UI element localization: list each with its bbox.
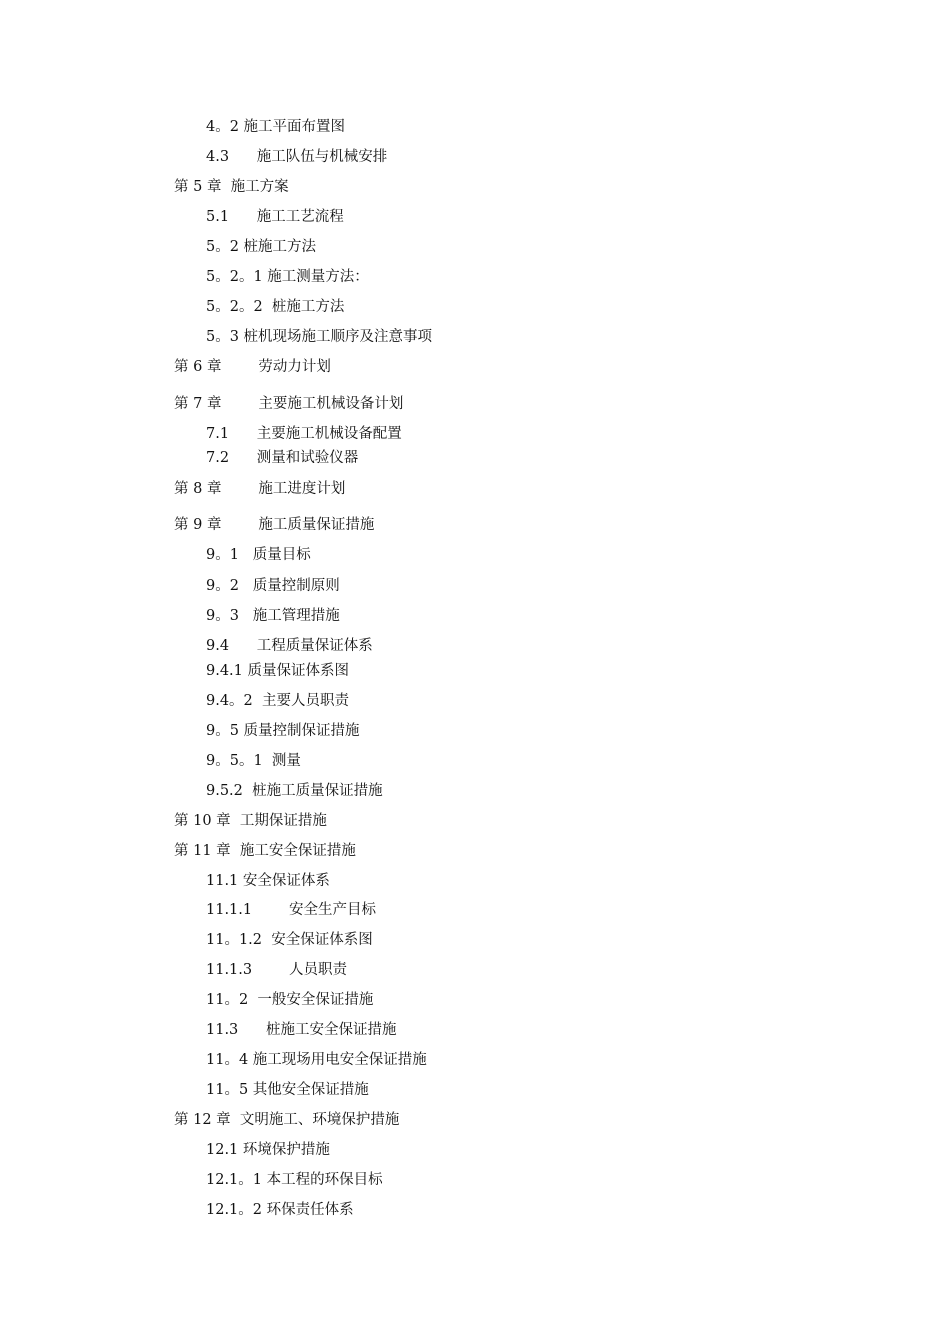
toc-entry: 9。5。1 测量	[206, 753, 301, 769]
toc-entry: 5.1 施工工艺流程	[206, 209, 344, 225]
toc-chapter: 第 8 章 施工进度计划	[174, 481, 346, 497]
toc-entry: 7.2 测量和试验仪器	[206, 450, 359, 466]
toc-entry: 9。1 质量目标	[206, 547, 311, 563]
toc-chapter: 第 6 章 劳动力计划	[174, 359, 331, 375]
toc-chapter: 第 9 章 施工质量保证措施	[174, 517, 375, 533]
toc-chapter: 第 11 章 施工安全保证措施	[174, 843, 356, 859]
toc-entry: 11。2 一般安全保证措施	[206, 992, 374, 1008]
toc-entry: 7.1 主要施工机械设备配置	[206, 426, 402, 442]
toc-entry: 11。1.2 安全保证体系图	[206, 932, 373, 948]
toc-entry: 9。2 质量控制原则	[206, 578, 340, 594]
toc-chapter: 第 7 章 主要施工机械设备计划	[174, 396, 404, 412]
toc-entry: 9.4 工程质量保证体系	[206, 638, 373, 654]
toc-entry: 4.3 施工队伍与机械安排	[206, 149, 388, 165]
toc-entry: 5。2。1 施工测量方法：	[206, 269, 369, 285]
toc-entry: 5。2 桩施工方法	[206, 239, 317, 255]
toc-chapter: 第 12 章 文明施工、环境保护措施	[174, 1112, 400, 1128]
toc-entry: 11.1 安全保证体系	[206, 873, 330, 889]
toc-entry: 11.1.3 人员职责	[206, 962, 347, 978]
toc-entry: 12.1 环境保护措施	[206, 1142, 330, 1158]
toc-entry: 11.3 桩施工安全保证措施	[206, 1022, 397, 1038]
toc-entry: 11。5 其他安全保证措施	[206, 1082, 369, 1098]
toc-entry: 9.5.2 桩施工质量保证措施	[206, 783, 383, 799]
toc-entry: 12.1。1 本工程的环保目标	[206, 1172, 383, 1188]
toc-entry: 9.4。2 主要人员职责	[206, 693, 350, 709]
toc-entry: 12.1。2 环保责任体系	[206, 1202, 354, 1218]
toc-entry: 11。4 施工现场用电安全保证措施	[206, 1052, 427, 1068]
toc-entry: 9.4.1 质量保证体系图	[206, 663, 350, 679]
toc-entry: 4。2 施工平面布置图	[206, 119, 346, 135]
toc-entry: 9。5 质量控制保证措施	[206, 723, 360, 739]
toc-entry: 5。3 桩机现场施工顺序及注意事项	[206, 329, 433, 345]
toc-entry: 9。3 施工管理措施	[206, 608, 340, 624]
toc-entry: 5。2。2 桩施工方法	[206, 299, 345, 315]
toc-chapter: 第 10 章 工期保证措施	[174, 813, 327, 829]
toc-entry: 11.1.1 安全生产目标	[206, 902, 376, 918]
toc-chapter: 第 5 章 施工方案	[174, 179, 289, 195]
